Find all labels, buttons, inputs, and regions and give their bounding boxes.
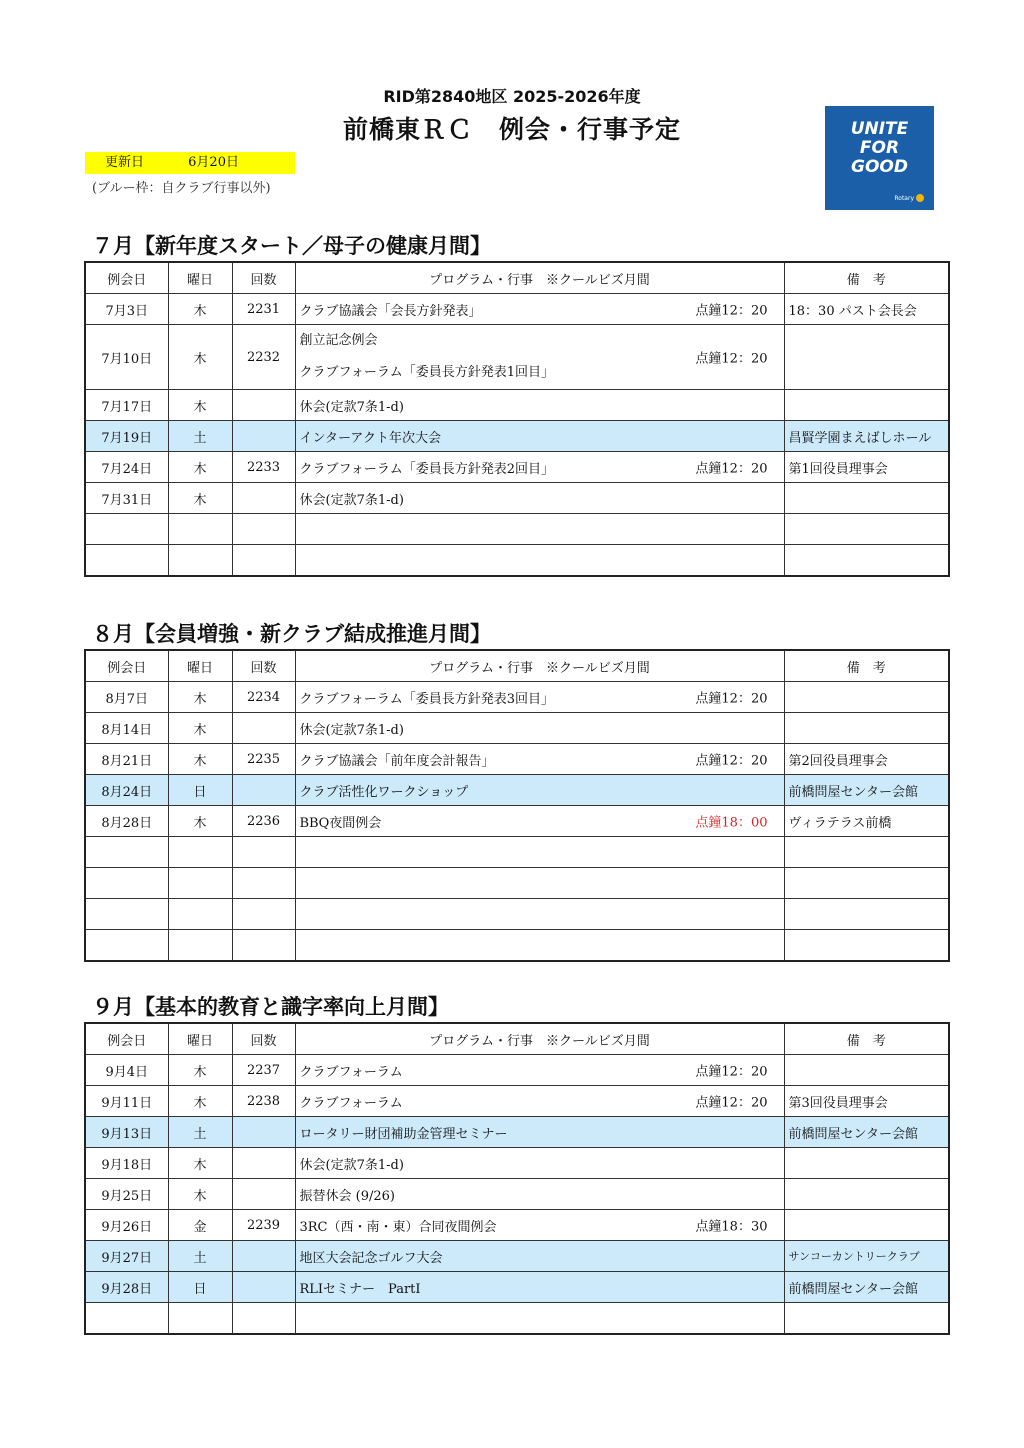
table-row xyxy=(85,545,949,577)
date-cell: 8月21日 xyxy=(85,744,168,775)
remarks-cell xyxy=(784,930,949,962)
table-row xyxy=(85,1148,949,1179)
updated-box xyxy=(85,152,295,174)
date-cell: 9月13日 xyxy=(85,1117,168,1148)
day-cell: 木 xyxy=(168,682,232,713)
table-row xyxy=(85,1241,949,1272)
program-cell xyxy=(295,837,784,868)
bell-time: 点鐘12：20 xyxy=(695,351,768,367)
day-cell: 木 xyxy=(168,806,232,837)
count-cell: 2237 xyxy=(232,1055,295,1086)
day-cell: 木 xyxy=(168,294,232,325)
date-cell: 7月10日 xyxy=(85,325,168,390)
count-cell xyxy=(232,1303,295,1335)
count-cell xyxy=(232,390,295,421)
date-cell xyxy=(85,514,168,545)
remarks-cell: 第1回役員理事会 xyxy=(784,452,949,483)
remarks-cell: 第2回役員理事会 xyxy=(784,744,949,775)
date-cell: 8月14日 xyxy=(85,713,168,744)
day-cell: 木 xyxy=(168,390,232,421)
bell-time: 点鐘18：30 xyxy=(695,1219,768,1235)
day-cell xyxy=(168,1303,232,1335)
month-title: ８月【会員増強・新クラブ結成推進月間】 xyxy=(92,622,491,646)
blue-frame-note: (ブルー枠：自クラブ行事以外) xyxy=(92,181,271,196)
day-cell: 金 xyxy=(168,1210,232,1241)
program-cell xyxy=(295,1179,784,1210)
day-cell: 土 xyxy=(168,421,232,452)
program-text: RLIセミナー PartⅠ xyxy=(299,1281,421,1297)
day-cell: 日 xyxy=(168,775,232,806)
count-cell: 2233 xyxy=(232,452,295,483)
table-row xyxy=(85,1179,949,1210)
program-cell xyxy=(295,514,784,545)
remarks-cell: 前橋問屋センター会館 xyxy=(784,1272,949,1303)
program-cell xyxy=(295,744,784,775)
remarks-cell xyxy=(784,837,949,868)
bell-time: 点鐘12：20 xyxy=(695,461,768,477)
date-cell xyxy=(85,1303,168,1335)
table-row xyxy=(85,930,949,962)
program-text: クラブフォーラム「委員長方針発表3回目」 xyxy=(299,691,554,707)
program-text: クラブフォーラム xyxy=(299,1095,403,1111)
program-text: 地区大会記念ゴルフ大会 xyxy=(299,1250,443,1266)
table-row xyxy=(85,806,949,837)
program-cell xyxy=(295,452,784,483)
day-cell: 木 xyxy=(168,744,232,775)
day-cell xyxy=(168,514,232,545)
count-cell xyxy=(232,421,295,452)
day-cell xyxy=(168,930,232,962)
count-cell xyxy=(232,545,295,577)
month-section xyxy=(84,992,948,1335)
header-date: 例会日 xyxy=(85,262,168,294)
table-row xyxy=(85,294,949,325)
date-cell: 7月31日 xyxy=(85,483,168,514)
program-text: 休会(定款7条1-d) xyxy=(299,722,404,738)
remarks-cell xyxy=(784,899,949,930)
program-text: クラブ協議会「会長方針発表」 xyxy=(299,303,482,319)
table-row xyxy=(85,325,949,390)
date-cell: 8月7日 xyxy=(85,682,168,713)
logo-rotary-text: Rotary xyxy=(894,194,914,202)
program-text: クラブ活性化ワークショップ xyxy=(299,784,469,800)
logo-line-3: GOOD xyxy=(851,157,908,177)
schedule-table xyxy=(84,261,950,577)
table-row xyxy=(85,682,949,713)
program-cell xyxy=(295,1086,784,1117)
program-cell xyxy=(295,545,784,577)
unite-for-good-logo xyxy=(825,106,934,210)
count-cell: 2239 xyxy=(232,1210,295,1241)
day-cell: 木 xyxy=(168,713,232,744)
date-cell: 7月3日 xyxy=(85,294,168,325)
table-header-row xyxy=(85,1023,949,1055)
date-cell: 9月27日 xyxy=(85,1241,168,1272)
count-cell xyxy=(232,1148,295,1179)
count-cell: 2232 xyxy=(232,325,295,390)
date-cell xyxy=(85,545,168,577)
bell-time: 点鐘12：20 xyxy=(695,1095,768,1111)
remarks-cell xyxy=(784,483,949,514)
remarks-cell: ヴィラテラス前橋 xyxy=(784,806,949,837)
bell-time: 点鐘18：00 xyxy=(695,815,768,831)
header-count: 回数 xyxy=(232,650,295,682)
program-text: 振替休会 (9/26) xyxy=(299,1188,395,1204)
table-row xyxy=(85,483,949,514)
day-cell: 木 xyxy=(168,325,232,390)
count-cell xyxy=(232,775,295,806)
day-cell: 木 xyxy=(168,1086,232,1117)
table-row xyxy=(85,899,949,930)
schedule-table xyxy=(84,1022,950,1335)
table-row xyxy=(85,1272,949,1303)
count-cell: 2238 xyxy=(232,1086,295,1117)
table-row xyxy=(85,390,949,421)
district-subtitle: RID第2840地区 2025-2026年度 xyxy=(383,87,641,106)
date-cell xyxy=(85,837,168,868)
header-date: 例会日 xyxy=(85,650,168,682)
day-cell xyxy=(168,837,232,868)
program-text-line2: クラブフォーラム「委員長方針発表1回目」 xyxy=(299,365,554,380)
month-title: ９月【基本的教育と識字率向上月間】 xyxy=(92,995,449,1019)
program-cell xyxy=(295,1210,784,1241)
table-row xyxy=(85,1303,949,1335)
date-cell: 9月11日 xyxy=(85,1086,168,1117)
schedule-table xyxy=(84,649,950,962)
table-row xyxy=(85,744,949,775)
updated-date: 6月20日 xyxy=(188,155,239,170)
program-text: 3RC（西・南・東）合同夜間例会 xyxy=(299,1219,497,1235)
day-cell: 木 xyxy=(168,483,232,514)
program-cell xyxy=(295,899,784,930)
remarks-cell xyxy=(784,1148,949,1179)
program-text: クラブフォーラム xyxy=(299,1064,403,1080)
program-cell xyxy=(295,713,784,744)
program-text: クラブ協議会「前年度会計報告」 xyxy=(299,753,495,769)
table-row xyxy=(85,713,949,744)
table-row xyxy=(85,1117,949,1148)
program-cell xyxy=(295,1241,784,1272)
day-cell xyxy=(168,545,232,577)
program-cell xyxy=(295,325,784,390)
month-section xyxy=(84,231,948,577)
bell-time: 点鐘12：20 xyxy=(695,691,768,707)
table-row xyxy=(85,1086,949,1117)
remarks-cell xyxy=(784,713,949,744)
date-cell xyxy=(85,868,168,899)
count-cell xyxy=(232,1241,295,1272)
table-row xyxy=(85,1210,949,1241)
page-title: 前橋東ＲＣ 例会・行事予定 xyxy=(342,115,681,144)
day-cell xyxy=(168,899,232,930)
date-cell: 7月24日 xyxy=(85,452,168,483)
table-row xyxy=(85,1055,949,1086)
header-program: プログラム・行事 ※クールビズ月間 xyxy=(295,262,784,294)
logo-line-1: UNITE xyxy=(850,119,909,139)
header-date: 例会日 xyxy=(85,1023,168,1055)
remarks-cell: サンコーカントリークラブ xyxy=(784,1241,949,1272)
header-program: プログラム・行事 ※クールビズ月間 xyxy=(295,650,784,682)
remarks-cell: 昌賢学園まえばしホール xyxy=(784,421,949,452)
count-cell xyxy=(232,868,295,899)
day-cell: 木 xyxy=(168,1179,232,1210)
table-row xyxy=(85,421,949,452)
date-cell xyxy=(85,899,168,930)
remarks-cell xyxy=(784,545,949,577)
count-cell xyxy=(232,514,295,545)
count-cell: 2235 xyxy=(232,744,295,775)
program-text: 休会(定款7条1-d) xyxy=(299,399,404,415)
date-cell: 7月19日 xyxy=(85,421,168,452)
remarks-cell: 前橋問屋センター会館 xyxy=(784,775,949,806)
program-cell xyxy=(295,930,784,962)
day-cell: 日 xyxy=(168,1272,232,1303)
day-cell xyxy=(168,868,232,899)
program-text: インターアクト年次大会 xyxy=(299,430,441,446)
remarks-cell xyxy=(784,682,949,713)
day-cell: 木 xyxy=(168,452,232,483)
program-text: ロータリー財団補助金管理セミナー xyxy=(299,1126,508,1142)
count-cell xyxy=(232,1117,295,1148)
count-cell xyxy=(232,1179,295,1210)
header-remarks: 備 考 xyxy=(784,262,949,294)
count-cell: 2234 xyxy=(232,682,295,713)
remarks-cell: 第3回役員理事会 xyxy=(784,1086,949,1117)
header-program: プログラム・行事 ※クールビズ月間 xyxy=(295,1023,784,1055)
program-cell xyxy=(295,1055,784,1086)
date-cell: 9月25日 xyxy=(85,1179,168,1210)
count-cell xyxy=(232,713,295,744)
remarks-cell: 18：30 パスト会長会 xyxy=(784,294,949,325)
table-row xyxy=(85,837,949,868)
date-cell xyxy=(85,930,168,962)
remarks-cell xyxy=(784,868,949,899)
bell-time: 点鐘12：20 xyxy=(695,753,768,769)
program-cell xyxy=(295,483,784,514)
program-cell xyxy=(295,868,784,899)
rotary-wheel-icon xyxy=(916,194,924,202)
date-cell: 9月18日 xyxy=(85,1148,168,1179)
remarks-cell xyxy=(784,1303,949,1335)
updated-label: 更新日 xyxy=(105,155,145,170)
day-cell: 木 xyxy=(168,1148,232,1179)
program-cell xyxy=(295,1272,784,1303)
date-cell: 7月17日 xyxy=(85,390,168,421)
date-cell: 9月28日 xyxy=(85,1272,168,1303)
program-cell xyxy=(295,294,784,325)
table-row xyxy=(85,514,949,545)
program-text: BBQ夜間例会 xyxy=(299,815,382,831)
program-cell xyxy=(295,1303,784,1335)
bell-time: 点鐘12：20 xyxy=(695,1064,768,1080)
table-row xyxy=(85,452,949,483)
program-cell xyxy=(295,1148,784,1179)
table-row xyxy=(85,868,949,899)
day-cell: 土 xyxy=(168,1241,232,1272)
program-cell xyxy=(295,421,784,452)
program-cell xyxy=(295,775,784,806)
count-cell: 2231 xyxy=(232,294,295,325)
bell-time: 点鐘12：20 xyxy=(695,303,768,319)
day-cell: 木 xyxy=(168,1055,232,1086)
header-count: 回数 xyxy=(232,262,295,294)
program-text: 休会(定款7条1-d) xyxy=(299,1157,404,1173)
date-cell: 8月28日 xyxy=(85,806,168,837)
count-cell: 2236 xyxy=(232,806,295,837)
count-cell xyxy=(232,837,295,868)
program-cell xyxy=(295,1117,784,1148)
remarks-cell: 前橋問屋センター会館 xyxy=(784,1117,949,1148)
day-cell: 土 xyxy=(168,1117,232,1148)
date-cell: 9月26日 xyxy=(85,1210,168,1241)
program-cell xyxy=(295,682,784,713)
program-text: 休会(定款7条1-d) xyxy=(299,492,404,508)
remarks-cell xyxy=(784,1179,949,1210)
count-cell xyxy=(232,930,295,962)
header-count: 回数 xyxy=(232,1023,295,1055)
count-cell xyxy=(232,483,295,514)
header-remarks: 備 考 xyxy=(784,650,949,682)
month-section xyxy=(84,619,948,962)
remarks-cell xyxy=(784,325,949,390)
date-cell: 8月24日 xyxy=(85,775,168,806)
program-cell xyxy=(295,806,784,837)
table-row xyxy=(85,775,949,806)
program-cell xyxy=(295,390,784,421)
header-remarks: 備 考 xyxy=(784,1023,949,1055)
header-day: 曜日 xyxy=(168,1023,232,1055)
count-cell xyxy=(232,1272,295,1303)
count-cell xyxy=(232,899,295,930)
remarks-cell xyxy=(784,1210,949,1241)
table-header-row xyxy=(85,650,949,682)
remarks-cell xyxy=(784,390,949,421)
remarks-cell xyxy=(784,514,949,545)
remarks-cell xyxy=(784,1055,949,1086)
header-day: 曜日 xyxy=(168,650,232,682)
date-cell: 9月4日 xyxy=(85,1055,168,1086)
month-title: ７月【新年度スタート／母子の健康月間】 xyxy=(92,234,491,258)
program-text: クラブフォーラム「委員長方針発表2回目」 xyxy=(299,461,554,477)
program-text: 創立記念例会 xyxy=(299,333,378,348)
header-day: 曜日 xyxy=(168,262,232,294)
table-header-row xyxy=(85,262,949,294)
logo-line-2: FOR xyxy=(859,138,900,158)
